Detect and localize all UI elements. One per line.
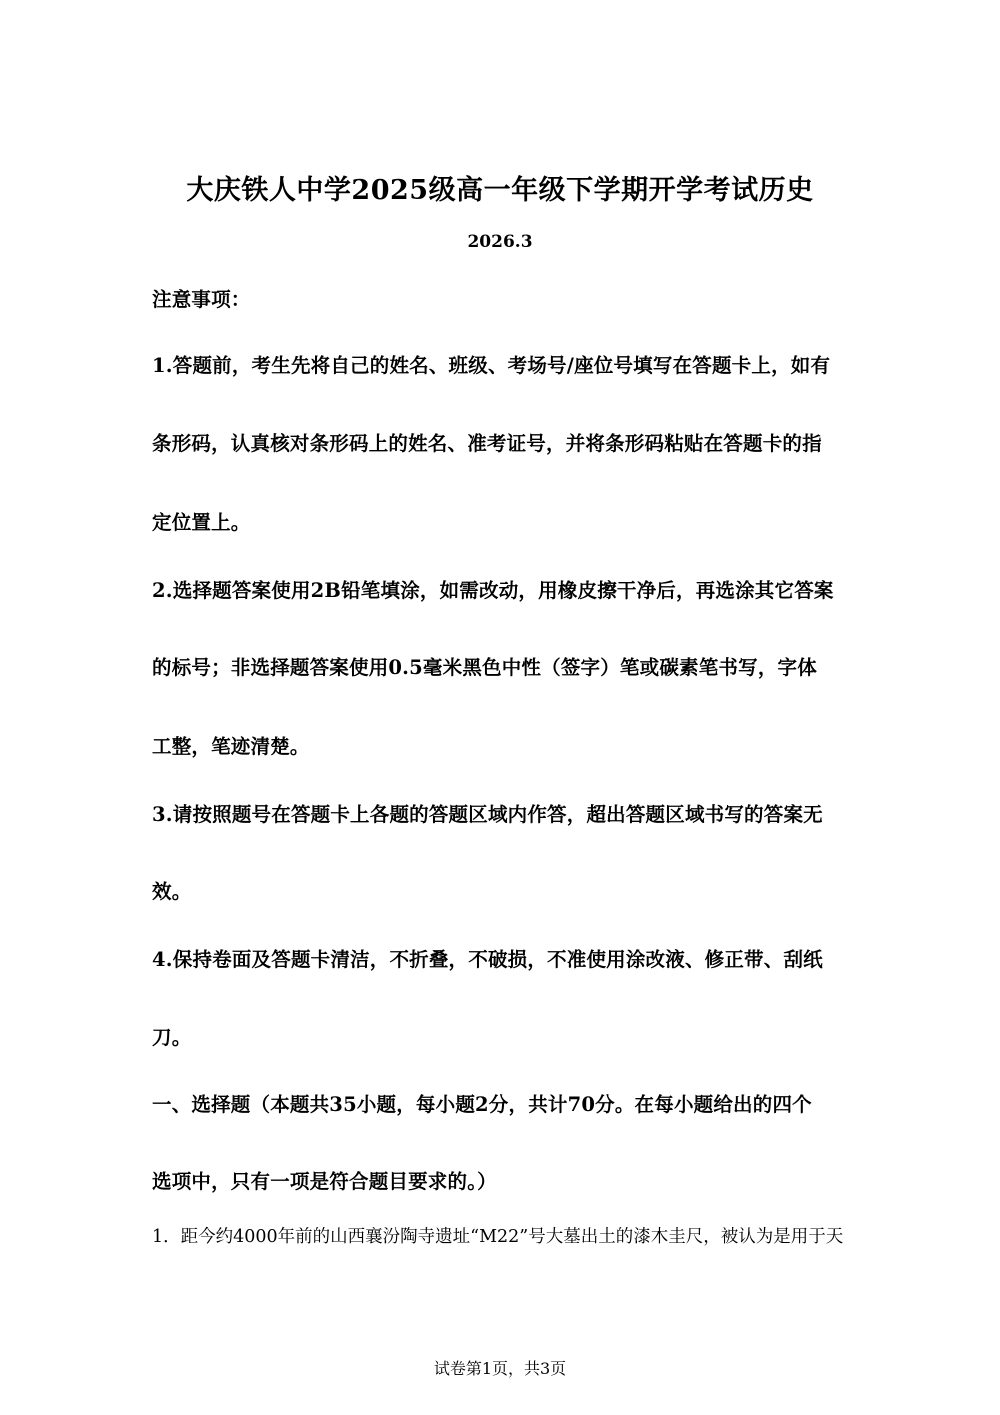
- section-heading-line: 一、选择题（本题共35小题，每小题2分，共计70分。在每小题给出的四个: [152, 1093, 812, 1116]
- exam-date: 2026.3: [467, 232, 533, 252]
- notice-line: 定位置上。: [152, 511, 251, 534]
- notice-line: 3.请按照题号在答题卡上各题的答题区域内作答，超出答题区域书写的答案无: [152, 803, 823, 826]
- notice-line: 2.选择题答案使用2B铅笔填涂，如需改动，用橡皮擦干净后，再选涂其它答案: [152, 579, 834, 602]
- notice-line: 1.答题前，考生先将自己的姓名、班级、考场号/座位号填写在答题卡上，如有: [152, 354, 831, 377]
- notice-line: 的标号；非选择题答案使用0.5毫米黑色中性（签字）笔或碳素笔书写，字体: [152, 656, 817, 679]
- notice-line: 工整，笔迹清楚。: [152, 735, 310, 758]
- section-heading-line: 选项中，只有一项是符合题目要求的。）: [152, 1170, 497, 1193]
- page-footer: 试卷第1页，共3页: [433, 1359, 567, 1378]
- exam-title: 大庆铁人中学2025级高一年级下学期开学考试历史: [186, 175, 814, 206]
- notice-line: 效。: [152, 880, 192, 903]
- question-1-text: 1．距今约4000年前的山西襄汾陶寺遗址“M22”号大墓出土的漆木圭尺，被认为是用于天: [152, 1227, 844, 1247]
- notice-heading: 注意事项：: [152, 288, 251, 311]
- notice-line: 刀。: [152, 1026, 192, 1049]
- notice-line: 条形码，认真核对条形码上的姓名、准考证号，并将条形码粘贴在答题卡的指: [152, 432, 822, 455]
- notice-line: 4.保持卷面及答题卡清洁，不折叠，不破损，不准使用涂改液、修正带、刮纸: [152, 948, 823, 971]
